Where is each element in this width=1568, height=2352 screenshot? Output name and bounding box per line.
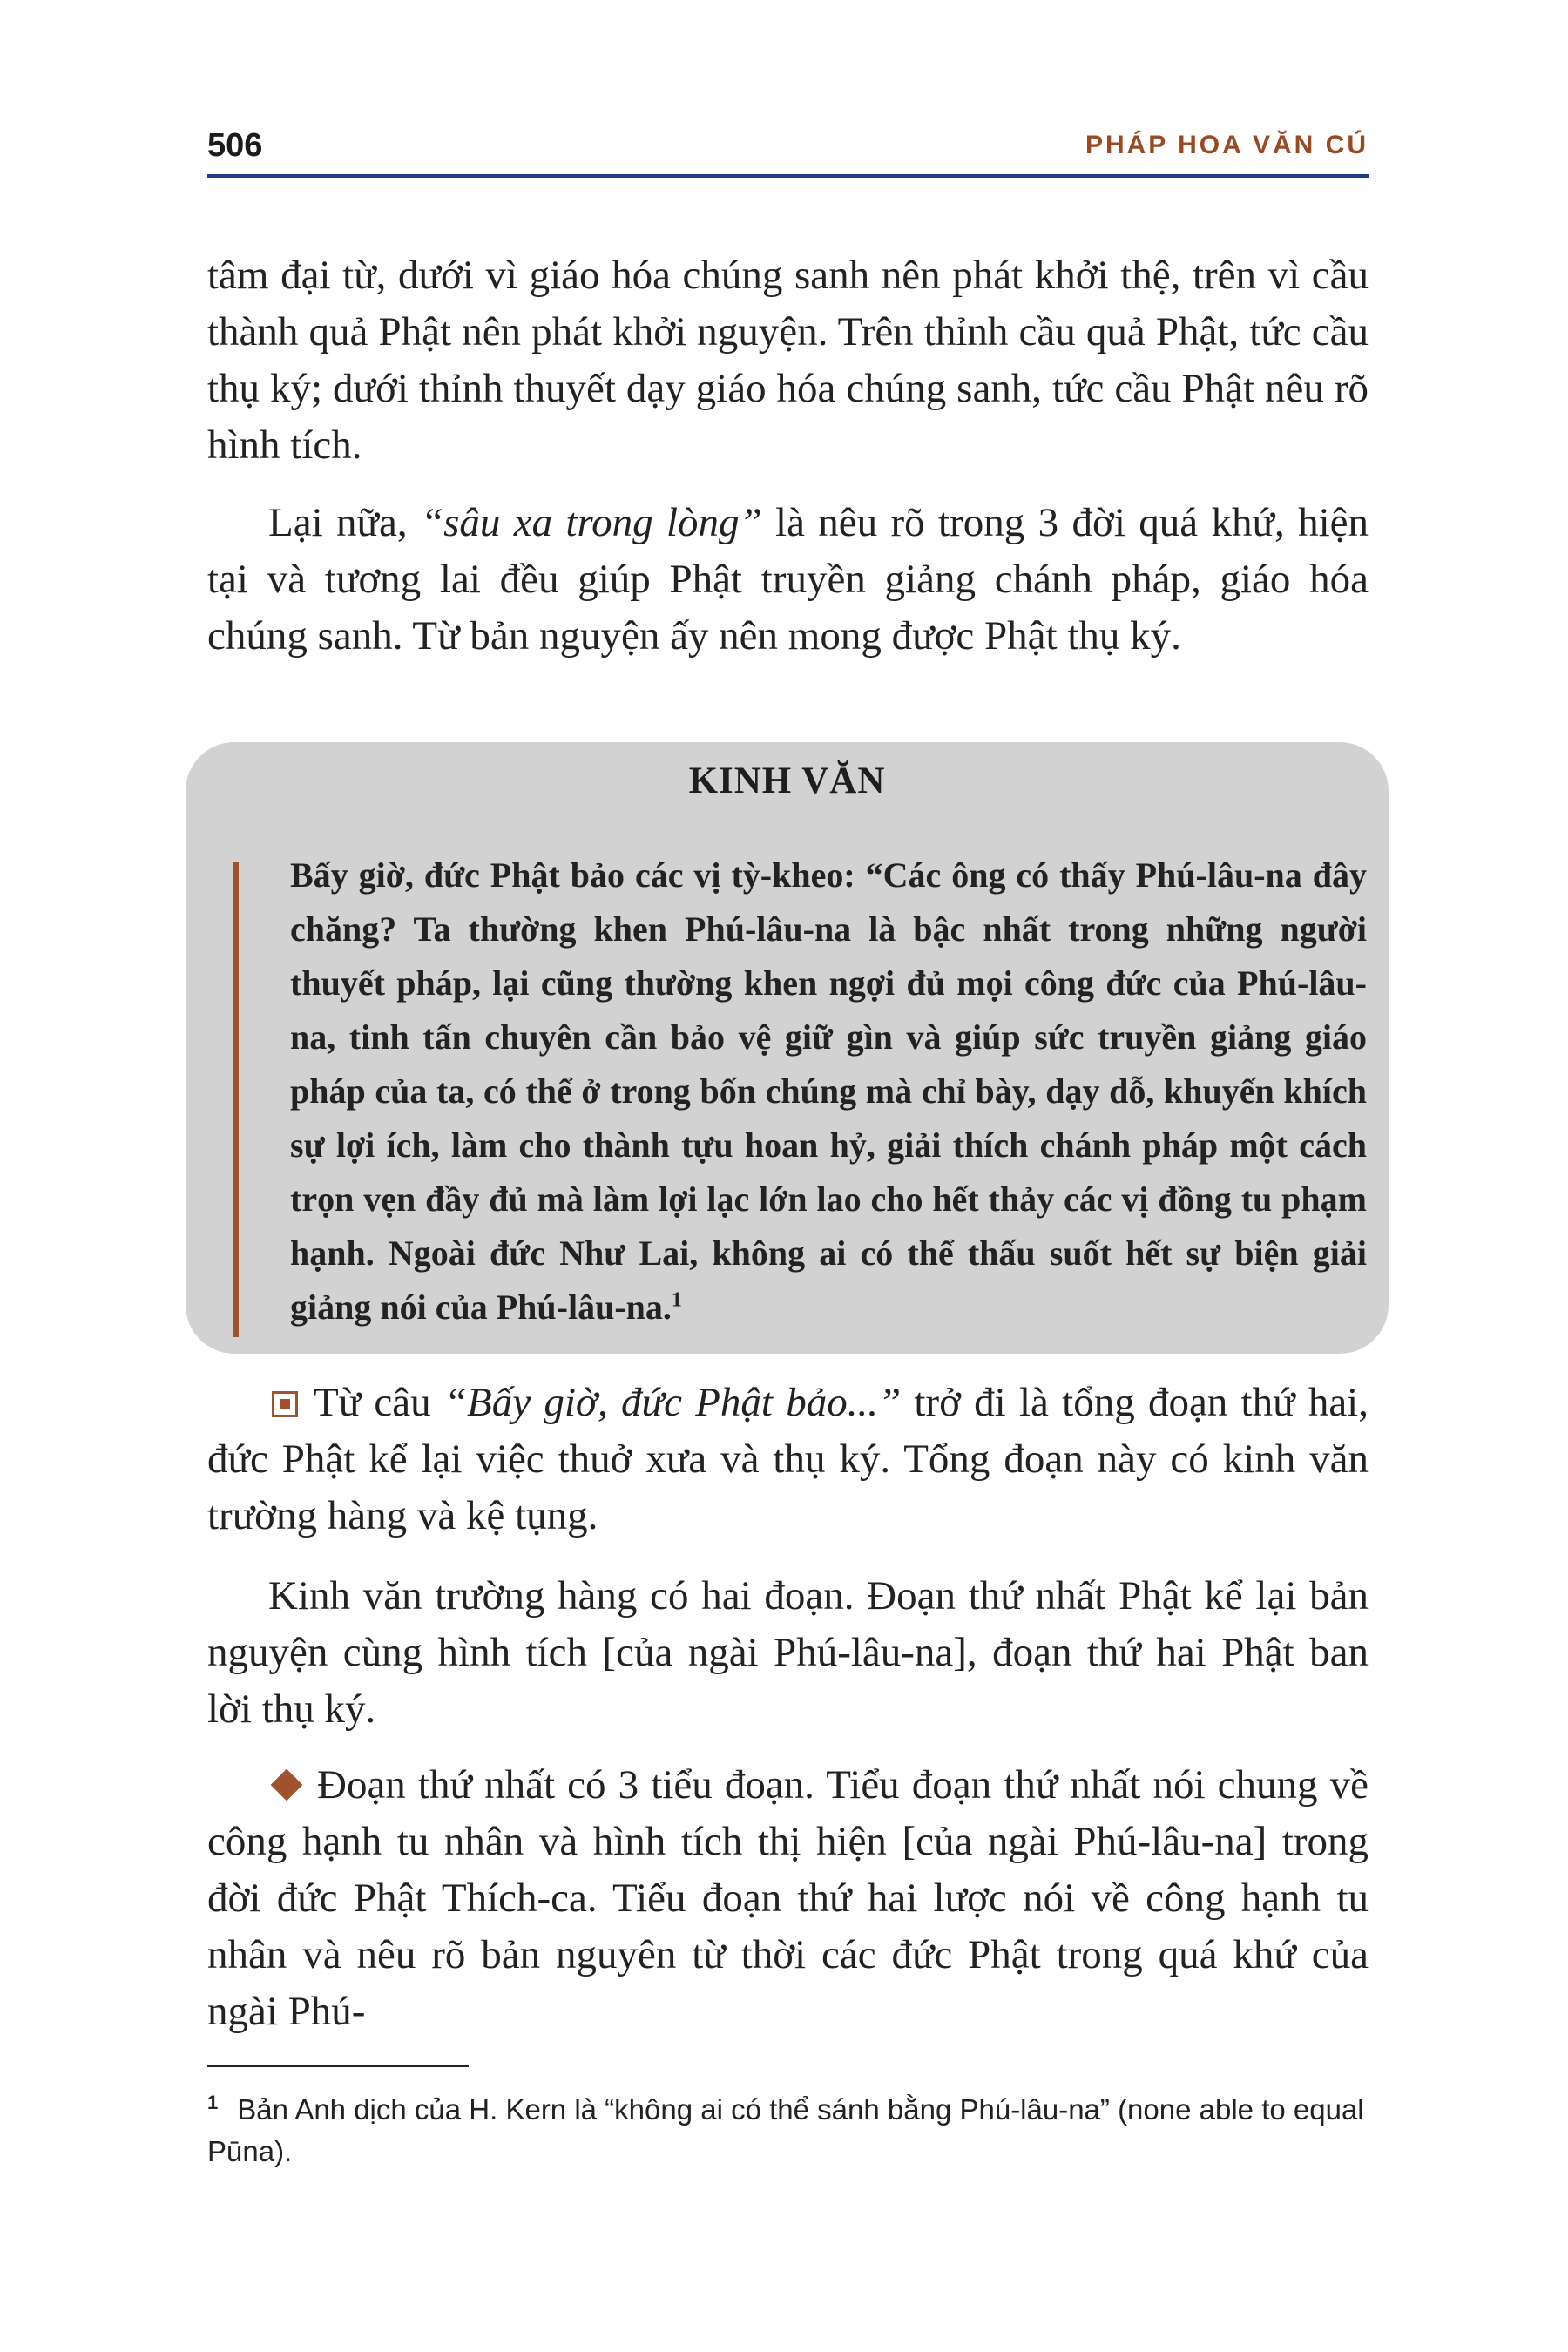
kinh-van-body: Bấy giờ, đức Phật bảo các vị tỳ-kheo: “Các ông có thấy Phú-lâu-na đây chăng? Ta thường khen Phú-lâu-na là bậc nhất trong những người thuyết pháp, lại cũng thường khen ngợi đủ mọi công đức của Phú-lâu-na, tinh tấn chuyên cần bảo vệ giữ gìn và giúp sức truyền giảng giáo pháp của ta, có thể ở trong bốn chúng mà chỉ bày, dạy dỗ, khuyến khích sự lợi ích, làm cho thành tựu hoan hỷ, giải thích chánh pháp một cách trọn vẹn đầy đủ mà làm lợi lạc lớn lao cho hết thảy các vị đồng tu phạm hạnh. Ngoài đức Như Lai, không ai có thể thấu suốt hết sự biện giải giảng nói của Phú-lâu-na. [290, 855, 1367, 1327]
paragraph-3 [207, 1375, 1369, 1544]
paragraph-2-text-after: là nêu rõ trong 3 đời quá khứ, hiện tại và tương lai đều giúp Phật truyền giảng chánh pháp, giáo hóa chúng sanh. Từ bản nguyện ấy nên mong được Phật thụ ký. [207, 500, 1369, 659]
footnote-marker: 1 [207, 2092, 219, 2113]
paragraph-3-quote: “Bấy giờ, đức Phật bảo...” [443, 1380, 902, 1425]
square-bullet-icon [272, 1391, 298, 1417]
header-rule [207, 174, 1369, 178]
footnote-reference[interactable]: 1 [671, 1288, 682, 1312]
paragraph-3-text-after: trở đi là tổng đoạn thứ hai, đức Phật kể lại việc thuở xưa và thụ ký. Tổng đoạn này có kinh văn trường hàng và kệ tụng. [207, 1380, 1369, 1538]
paragraph-5 [207, 1757, 1369, 2040]
page-header [207, 122, 1369, 174]
paragraph-1: tâm đại từ, dưới vì giáo hóa chúng sanh nên phát khởi thệ, trên vì cầu thành quả Phật nên phát khởi nguyện. Trên thỉnh cầu quả Phật, tức cầu thụ ký; dưới thỉnh thuyết dạy giáo hóa chúng sanh, tức cầu Phật nêu rõ hình tích. [207, 253, 1369, 468]
paragraph-3-text-before: Từ câu [314, 1380, 444, 1425]
kinh-van-box [186, 742, 1389, 1354]
footnote-rule [207, 2065, 469, 2067]
kinh-van-accent-bar [233, 862, 239, 1337]
page-number: 506 [207, 127, 263, 164]
running-title: PHÁP HOA VĂN CÚ [1085, 131, 1369, 159]
footnote-text: Bản Anh dịch của H. Kern là “không ai có thể sánh bằng Phú-lâu-na” (none able to equal Pūna). [207, 2093, 1364, 2167]
paragraph-2-quote: “sâu xa trong lòng” [420, 500, 762, 545]
paragraph-4: Kinh văn trường hàng có hai đoạn. Đoạn thứ nhất Phật kể lại bản nguyện cùng hình tích [của ngài Phú-lâu-na], đoạn thứ hai Phật ban lời thụ ký. [207, 1573, 1369, 1732]
kinh-van-title: KINH VĂN [688, 760, 886, 801]
paragraph-2 [207, 495, 1369, 665]
footnote [207, 2082, 1369, 2173]
paragraph-2-text-before: Lại nữa, [268, 500, 421, 545]
diamond-bullet-icon [271, 1769, 303, 1801]
kinh-van-text [290, 848, 1367, 1335]
paragraph-5-text: Đoạn thứ nhất có 3 tiểu đoạn. Tiểu đoạn thứ nhất nói chung về công hạnh tu nhân và hình tích thị hiện [của ngài Phú-lâu-na] trong đời đức Phật Thích-ca. Tiểu đoạn thứ hai lược nói về công hạnh tu nhân và nêu rõ bản nguyên từ thời các đức Phật trong quá khứ của ngài Phú- [207, 1762, 1369, 2034]
